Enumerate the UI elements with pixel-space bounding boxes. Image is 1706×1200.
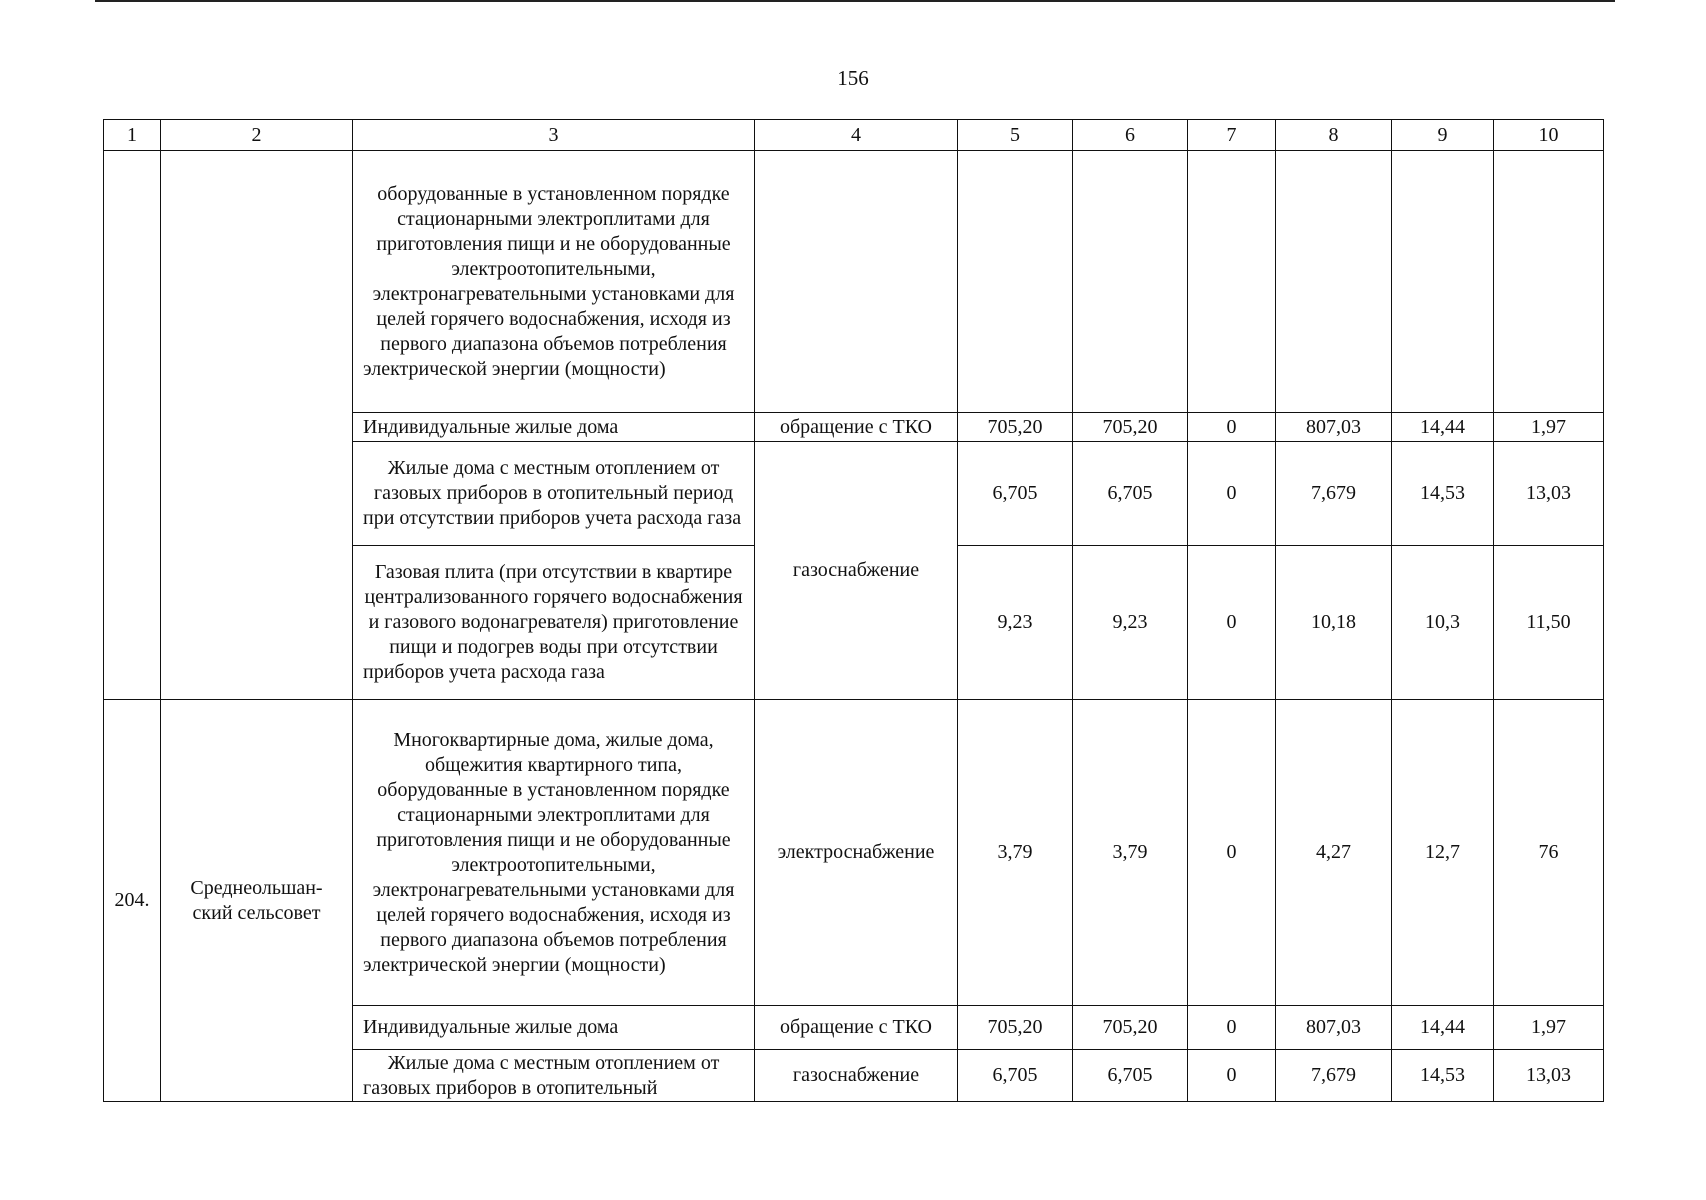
- column-header: 3: [353, 120, 755, 151]
- value-cell: 1,97: [1494, 413, 1604, 442]
- value-cell: 14,53: [1392, 442, 1494, 546]
- value-cell: 14,44: [1392, 413, 1494, 442]
- value-cell: 705,20: [958, 1006, 1073, 1050]
- column-header: 8: [1276, 120, 1392, 151]
- value-cell: 807,03: [1276, 1006, 1392, 1050]
- value-cell: [1494, 151, 1604, 413]
- value-cell: 3,79: [958, 700, 1073, 1006]
- value-cell: 3,79: [1073, 700, 1188, 1006]
- column-header: 9: [1392, 120, 1494, 151]
- service-cell: обращение с ТКО: [755, 1006, 958, 1050]
- tariff-table: [103, 119, 1604, 1102]
- value-cell: 76: [1494, 700, 1604, 1006]
- value-cell: 13,03: [1494, 1050, 1604, 1102]
- column-header: 1: [104, 120, 161, 151]
- description-cell: Жилые дома с местным отоплением от газовых приборов в отопительный: [353, 1050, 755, 1102]
- value-cell: 4,27: [1276, 700, 1392, 1006]
- value-cell: [1392, 151, 1494, 413]
- value-cell: 6,705: [958, 442, 1073, 546]
- description-cell: оборудованные в установленном порядке стационарными электроплитами для приготовления пищи и не оборудованные электроотопительными, электронагревательными установками для целей горячего водоснабжения, исходя из первого диапазона объемов потребления электрической энергии (мощности): [353, 151, 755, 413]
- page-number: 156: [837, 66, 869, 90]
- value-cell: 11,50: [1494, 546, 1604, 700]
- value-cell: 10,3: [1392, 546, 1494, 700]
- row-number: 204.: [104, 700, 161, 1102]
- description-cell: Индивидуальные жилые дома: [353, 1006, 755, 1050]
- value-cell: 9,23: [958, 546, 1073, 700]
- value-cell: 10,18: [1276, 546, 1392, 700]
- municipality-cell: Среднеольшан-ский сельсовет: [161, 700, 353, 1102]
- column-header: 6: [1073, 120, 1188, 151]
- service-cell: газоснабжение: [755, 1050, 958, 1102]
- value-cell: 0: [1188, 1006, 1276, 1050]
- description-cell: Индивидуальные жилые дома: [353, 413, 755, 442]
- value-cell: [958, 151, 1073, 413]
- value-cell: 13,03: [1494, 442, 1604, 546]
- value-cell: 9,23: [1073, 546, 1188, 700]
- value-cell: 0: [1188, 413, 1276, 442]
- value-cell: 0: [1188, 442, 1276, 546]
- value-cell: 807,03: [1276, 413, 1392, 442]
- value-cell: 14,44: [1392, 1006, 1494, 1050]
- value-cell: [1276, 151, 1392, 413]
- service-cell: газоснабжение: [755, 442, 958, 700]
- value-cell: 6,705: [1073, 442, 1188, 546]
- service-cell: электроснабжение: [755, 700, 958, 1006]
- table-row: [104, 700, 1604, 1006]
- description-cell: Многоквартирные дома, жилые дома, общежития квартирного типа, оборудованные в установленном порядке стационарными электроплитами для приготовления пищи и не оборудованные электроотопительными, электронагревательными установками для целей горячего водоснабжения, исходя из первого диапазона объемов потребления электрической энергии (мощности): [353, 700, 755, 1006]
- top-border-line: [95, 0, 1615, 2]
- table-row: [104, 151, 1604, 413]
- value-cell: 1,97: [1494, 1006, 1604, 1050]
- service-cell: обращение с ТКО: [755, 413, 958, 442]
- value-cell: 705,20: [958, 413, 1073, 442]
- header-row: [104, 120, 1604, 151]
- row-number: [104, 151, 161, 700]
- value-cell: 705,20: [1073, 1006, 1188, 1050]
- value-cell: 705,20: [1073, 413, 1188, 442]
- value-cell: 0: [1188, 546, 1276, 700]
- column-header: 5: [958, 120, 1073, 151]
- column-header: 4: [755, 120, 958, 151]
- value-cell: 6,705: [958, 1050, 1073, 1102]
- municipality-cell: [161, 151, 353, 700]
- value-cell: 14,53: [1392, 1050, 1494, 1102]
- description-cell: Жилые дома с местным отоплением от газовых приборов в отопительный период при отсутствии приборов учета расхода газа: [353, 442, 755, 546]
- value-cell: [1188, 151, 1276, 413]
- value-cell: 7,679: [1276, 442, 1392, 546]
- value-cell: 6,705: [1073, 1050, 1188, 1102]
- value-cell: 0: [1188, 700, 1276, 1006]
- column-header: 2: [161, 120, 353, 151]
- service-cell: [755, 151, 958, 413]
- value-cell: 0: [1188, 1050, 1276, 1102]
- value-cell: [1073, 151, 1188, 413]
- value-cell: 12,7: [1392, 700, 1494, 1006]
- description-cell: Газовая плита (при отсутствии в квартире централизованного горячего водоснабжения и газового водонагревателя) приготовление пищи и подогрев воды при отсутствии приборов учета расхода газа: [353, 546, 755, 700]
- column-header: 7: [1188, 120, 1276, 151]
- column-header: 10: [1494, 120, 1604, 151]
- value-cell: 7,679: [1276, 1050, 1392, 1102]
